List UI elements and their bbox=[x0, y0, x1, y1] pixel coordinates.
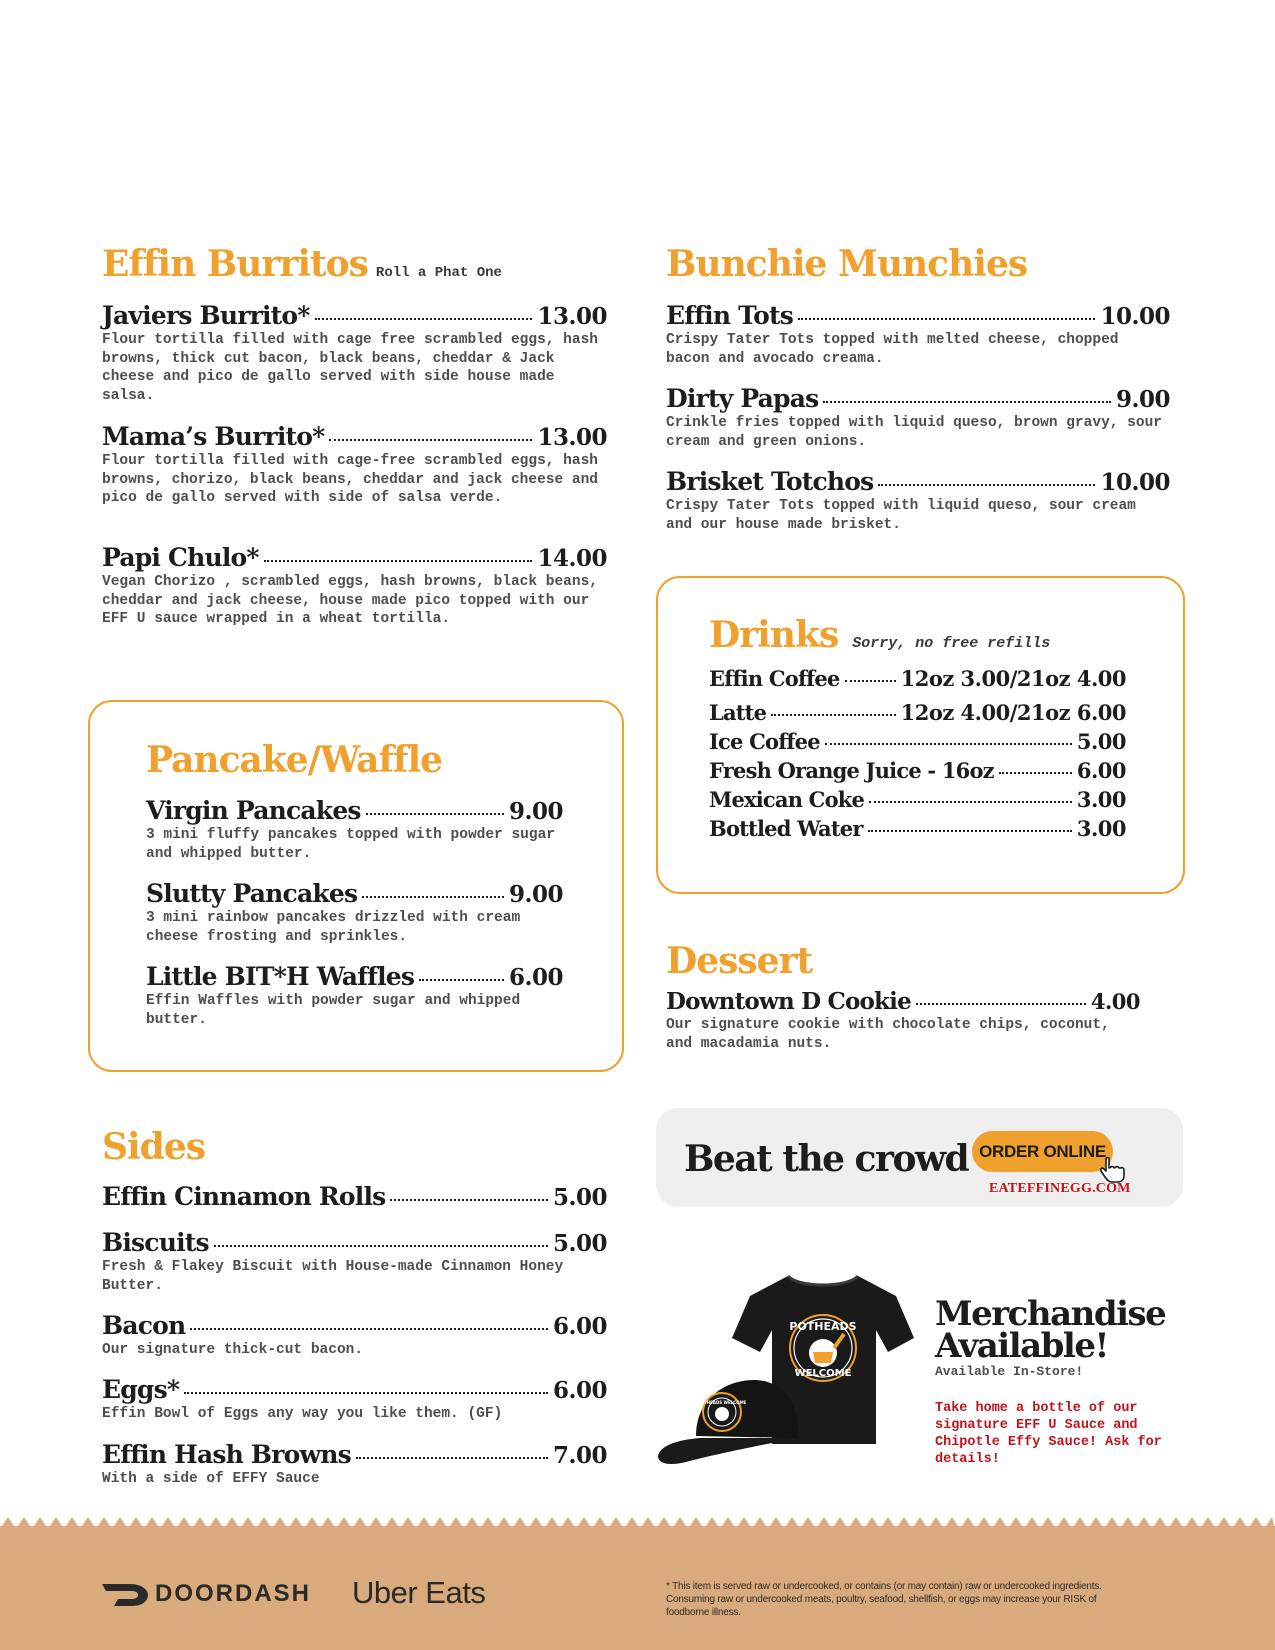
dot-leader bbox=[366, 813, 504, 815]
burritos-subtitle: Roll a Phat One bbox=[375, 265, 502, 281]
item-name: Eggs* bbox=[102, 1375, 180, 1404]
menu-item bbox=[146, 796, 563, 863]
menu-item bbox=[666, 467, 1170, 534]
item-description: Fresh & Flakey Biscuit with House-made Cinnamon Honey Butter. bbox=[102, 1259, 564, 1294]
item-name: Effin Hash Browns bbox=[102, 1440, 351, 1469]
munchies-title: Bunchie Munchies bbox=[666, 243, 1028, 285]
item-name: Downtown D Cookie bbox=[666, 988, 911, 1015]
menu-item bbox=[146, 962, 563, 1029]
item-name: Javiers Burrito* bbox=[102, 301, 310, 330]
item-name: Effin Tots bbox=[666, 301, 793, 330]
dessert-title: Dessert bbox=[666, 940, 813, 982]
menu-item bbox=[102, 1228, 607, 1295]
dot-leader bbox=[419, 979, 504, 981]
item-price: 6.00 bbox=[552, 1313, 607, 1340]
sauce-note: Take home a bottle of our signature EFF U Sauce and Chipotle Effy Sauce! Ask for details! bbox=[935, 1401, 1162, 1467]
dot-leader bbox=[878, 484, 1095, 486]
drinks-subtitle: Sorry, no free refills bbox=[852, 635, 1051, 652]
merch-title-line1: Merchandise bbox=[935, 1294, 1166, 1334]
item-name: Slutty Pancakes bbox=[146, 879, 358, 908]
item-price: 10.00 bbox=[1100, 469, 1170, 496]
dot-leader bbox=[868, 830, 1072, 832]
dot-leader bbox=[315, 318, 533, 320]
menu-item bbox=[146, 879, 563, 946]
item-name: Effin Coffee bbox=[709, 666, 840, 691]
dot-leader bbox=[184, 1392, 548, 1394]
pancakes-title: Pancake/Waffle bbox=[146, 739, 443, 781]
item-price: 5.00 bbox=[552, 1230, 607, 1257]
cap-text: POTHEADS WELCOME bbox=[697, 1400, 747, 1405]
drinks-title: Drinks Sorry, no free refills bbox=[709, 614, 1051, 656]
menu-item bbox=[102, 1375, 607, 1424]
burritos-title: Effin Burritos Roll a Phat One bbox=[102, 243, 502, 285]
item-name: Mexican Coke bbox=[709, 787, 865, 812]
drink-item bbox=[709, 700, 1126, 725]
item-name: Fresh Orange Juice - 16oz bbox=[709, 758, 994, 783]
drink-item bbox=[709, 666, 1126, 691]
food-safety-disclaimer: * This item is served raw or undercooked, or contains (or may contain) raw or undercooked ingredients. Consuming raw or undercooked meats, poultry, seafood, shellfish, or eggs may increase your RISK of foodborne illness. bbox=[666, 1581, 1102, 1618]
item-price: 14.00 bbox=[537, 545, 607, 572]
dot-leader bbox=[329, 439, 532, 441]
item-price: 7.00 bbox=[552, 1442, 607, 1469]
merch-subtitle: Available In-Store! bbox=[935, 1364, 1084, 1379]
menu-item bbox=[102, 543, 607, 629]
menu-item bbox=[666, 988, 1140, 1053]
item-price: 6.00 bbox=[1076, 758, 1126, 783]
item-description: Flour tortilla filled with cage-free scrambled eggs, hash browns, chorizo, black beans, cheddar and jack cheese and pico de gallo served with side of salsa verde. bbox=[102, 453, 598, 506]
crowd-headline: Beat the crowd bbox=[684, 1138, 969, 1180]
item-price: 13.00 bbox=[537, 303, 607, 330]
item-description: Effin Waffles with powder sugar and whipped butter. bbox=[146, 993, 521, 1028]
menu-item bbox=[102, 1440, 607, 1489]
dot-leader bbox=[264, 560, 533, 562]
menu-item bbox=[102, 422, 607, 508]
dot-leader bbox=[845, 680, 896, 682]
item-price: 13.00 bbox=[537, 424, 607, 451]
item-price: 3.00 bbox=[1076, 816, 1126, 841]
item-name: Ice Coffee bbox=[709, 729, 820, 754]
item-description: Our signature cookie with chocolate chips, coconut, and macadamia nuts. bbox=[666, 1017, 1110, 1052]
order-online-button[interactable]: ORDER ONLINE bbox=[972, 1131, 1113, 1172]
doordash-icon bbox=[102, 1582, 148, 1606]
item-name: Dirty Papas bbox=[666, 384, 819, 413]
item-name: Papi Chulo* bbox=[102, 543, 259, 572]
item-name: Virgin Pancakes bbox=[146, 796, 361, 825]
pointer-hand-icon bbox=[1098, 1156, 1128, 1184]
dot-leader bbox=[916, 1003, 1086, 1005]
item-price: 10.00 bbox=[1100, 303, 1170, 330]
drink-item bbox=[709, 787, 1126, 812]
item-price: 5.00 bbox=[552, 1184, 607, 1211]
item-description: Effin Bowl of Eggs any way you like them. (GF) bbox=[102, 1406, 503, 1422]
item-name: Biscuits bbox=[102, 1228, 209, 1257]
dot-leader bbox=[825, 743, 1072, 745]
item-price: 12oz 3.00/21oz 4.00 bbox=[900, 666, 1126, 691]
menu-item bbox=[102, 1182, 607, 1211]
item-price: 9.00 bbox=[1115, 386, 1170, 413]
item-price: 4.00 bbox=[1090, 989, 1140, 1014]
item-description: 3 mini fluffy pancakes topped with powder sugar and whipped butter. bbox=[146, 827, 555, 862]
dot-leader bbox=[214, 1245, 548, 1247]
item-name: Effin Cinnamon Rolls bbox=[102, 1182, 386, 1211]
item-description: Crinkle fries topped with liquid queso, brown gravy, sour cream and green onions. bbox=[666, 415, 1162, 450]
order-url-link[interactable]: EATEFFINEGG.COM bbox=[989, 1181, 1131, 1196]
item-name: Latte bbox=[709, 700, 767, 725]
item-description: Crispy Tater Tots topped with liquid queso, sour cream and our house made brisket. bbox=[666, 498, 1136, 533]
item-price: 12oz 4.00/21oz 6.00 bbox=[900, 700, 1126, 725]
item-price: 6.00 bbox=[508, 964, 563, 991]
item-name: Little BIT*H Waffles bbox=[146, 962, 415, 991]
item-description: Our signature thick-cut bacon. bbox=[102, 1342, 364, 1358]
item-description: Crispy Tater Tots topped with melted cheese, chopped bacon and avocado creama. bbox=[666, 332, 1119, 367]
dot-leader bbox=[390, 1199, 548, 1201]
dot-leader bbox=[356, 1457, 548, 1459]
item-name: Bottled Water bbox=[709, 816, 863, 841]
merch-title-line2: Available! bbox=[935, 1326, 1108, 1366]
item-name: Brisket Totchos bbox=[666, 467, 874, 496]
item-price: 6.00 bbox=[552, 1377, 607, 1404]
item-name: Bacon bbox=[102, 1311, 186, 1340]
sides-title: Sides bbox=[102, 1126, 206, 1168]
dot-leader bbox=[798, 318, 1095, 320]
dot-leader bbox=[362, 896, 504, 898]
menu-item bbox=[666, 384, 1170, 451]
item-price: 9.00 bbox=[508, 798, 563, 825]
item-description: Vegan Chorizo , scrambled eggs, hash browns, black beans, cheddar and jack cheese, house made pico topped with our EFF U sauce wrapped in a wheat tortilla. bbox=[102, 574, 598, 627]
shirt-text-bottom: WELCOME bbox=[794, 1368, 852, 1379]
cap-image bbox=[656, 1374, 806, 1470]
item-price: 5.00 bbox=[1076, 729, 1126, 754]
dot-leader bbox=[190, 1328, 548, 1330]
item-description: Flour tortilla filled with cage free scrambled eggs, hash browns, thick cut bacon, black beans, cheddar & Jack cheese and pico de gallo served with side house made salsa. bbox=[102, 332, 598, 404]
ubereats-logo: Uber Eats bbox=[352, 1575, 486, 1610]
drink-item bbox=[709, 729, 1126, 754]
drink-item bbox=[709, 816, 1126, 841]
dot-leader bbox=[869, 801, 1072, 803]
item-price: 9.00 bbox=[508, 881, 563, 908]
menu-item bbox=[666, 301, 1170, 368]
item-description: With a side of EFFY Sauce bbox=[102, 1471, 320, 1487]
item-name: Mama’s Burrito* bbox=[102, 422, 325, 451]
dot-leader bbox=[823, 401, 1111, 403]
item-price: 3.00 bbox=[1076, 787, 1126, 812]
dot-leader bbox=[999, 772, 1072, 774]
shirt-text-top: POTHEADS bbox=[789, 1320, 857, 1333]
doordash-logo: DOORDASH bbox=[155, 1580, 312, 1607]
merch-title bbox=[935, 1294, 1166, 1366]
menu-item bbox=[102, 301, 607, 405]
dot-leader bbox=[771, 714, 895, 716]
menu-item bbox=[102, 1311, 607, 1360]
item-description: 3 mini rainbow pancakes drizzled with cream cheese frosting and sprinkles. bbox=[146, 910, 521, 945]
drink-item bbox=[709, 758, 1126, 783]
